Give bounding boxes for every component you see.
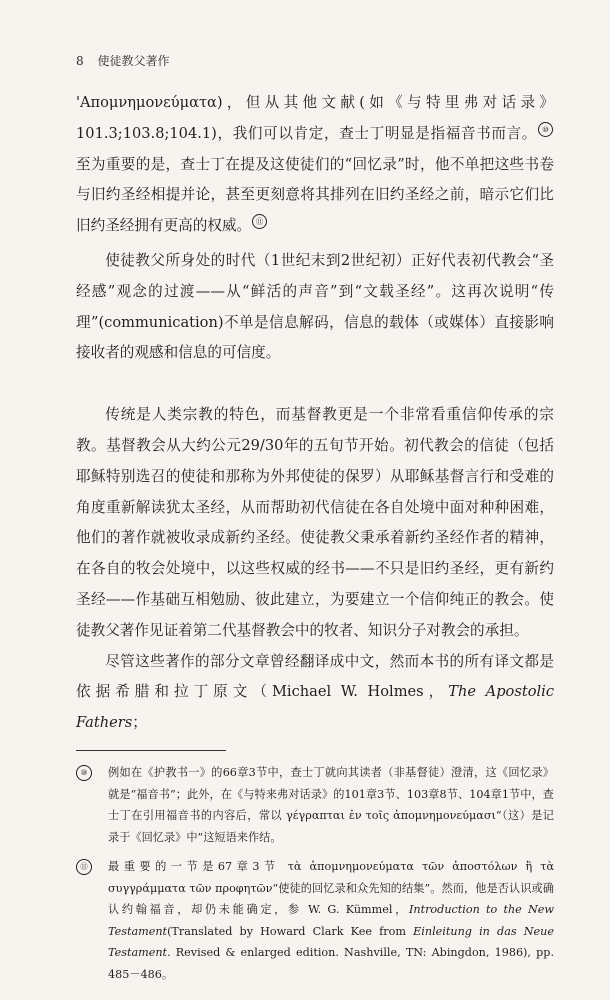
paragraph-4: [76, 647, 554, 739]
footnote-mark-10: ⑩: [76, 765, 92, 781]
footnote-ref-11[interactable]: ⑪: [252, 214, 267, 229]
page-number: 8: [76, 54, 84, 68]
paragraph-4-text-a: 尽管这些著作的部分文章曾经翻译成中文，然而本书的所有译文都是依据希腊和拉丁原文（Michael W. Holmes，: [76, 652, 554, 701]
paragraph-4-book-title: The Apostolic Fathers: [76, 683, 554, 732]
footnote-11-text-c: . Revised & enlarged edition. Nashville, TN: Abingdon, 1986), pp. 485－486。: [108, 946, 554, 981]
footnote-11-german-title: Einleitung in das Neue Testament: [108, 924, 555, 959]
footnote-11-book-title: Introduction to the New Testament: [108, 903, 555, 938]
footnote-11-text-b: (Translated by Howard Clark Kee from: [167, 924, 414, 938]
footnote-10: [76, 762, 554, 848]
paragraph-3: 传统是人类宗教的特色，而基督教更是一个非常看重信仰传承的宗教。基督教会从大约公元29/30年的五旬节开始。初代教会的信徒（包括耶稣特别选召的使徒和那称为外邦使徒的保罗）从耶稣基督言行和受难的角度重新解读犹太圣经，从而帮助初代信徒在各自处境中面对种种困难，他们的著作就被收录成新约圣经。使徒教父秉承着新约圣经作者的精神，在各自的牧会处境中，以这些权威的经书——不只是旧约圣经，更有新约圣经——作基础互相勉励、彼此建立，为要建立一个信仰纯正的教会。使徒教父著作见证着第二代基督教会中的牧者、知识分子对教会的承担。: [76, 406, 554, 639]
running-title: 使徒教父著作: [97, 54, 170, 68]
paragraph-4-text-b: ；: [132, 714, 147, 732]
footnotes: [76, 762, 554, 993]
paragraph-2: 使徒教父所身处的时代（1世纪末到2世纪初）正好代表初代教会“圣经感”观念的过渡——从“鲜活的声音”到“文载圣经”。这再次说明“传理”(communication)不单是信息解码，信息的载体（或媒体）直接影响接收者的观感和信息的可信度。: [76, 251, 554, 362]
paragraph-1: [76, 88, 554, 242]
body-text: [76, 88, 554, 739]
footnote-divider: [76, 750, 226, 751]
paragraph-1-text-a: 'Απομνημονεύματα)，但从其他文献(如《与特里弗对话录》101.3;103.8;104.1)，我们可以肯定，查士丁明显是指福音书而言。: [76, 94, 554, 142]
footnote-ref-10[interactable]: ⑩: [538, 122, 553, 137]
footnote-10-text: 例如在《护教书一》的66章3节中，查士丁就向其读者（非基督徒）澄清，这《回忆录》就是“福音书”；此外，在《与特来弗对话录》的101章3节、103章8节、104章1节中，查士丁在引用福音书的内容后，常以 γέγραπται ἐν τοῖς ἀπομνημονεύμασι“（这）是记录于《回忆录》中”这短语来作结。: [108, 766, 554, 844]
footnote-mark-11: ⑪: [76, 859, 92, 875]
paragraph-1-text-b: 至为重要的是，查士丁在提及这使徒们的“回忆录”时，他不单把这些书卷与旧约圣经相提并论，甚至更刻意将其排列在旧约圣经之前，暗示它们比旧约圣经拥有更高的权威。: [76, 155, 554, 235]
footnote-11-text-a: 最重要的一节是67章3节 τὰ ἀπομνημονεύματα τῶν ἀποστόλων ἢ τὰ συγγράμματα τῶν προφητῶν“使徒的回忆录和众先知的结集”。然而，他是否认识或确认约翰福音，却仍未能确定，参 W. G. Kümmel，: [108, 860, 554, 916]
running-head: [76, 52, 169, 69]
footnote-11: [76, 856, 554, 985]
